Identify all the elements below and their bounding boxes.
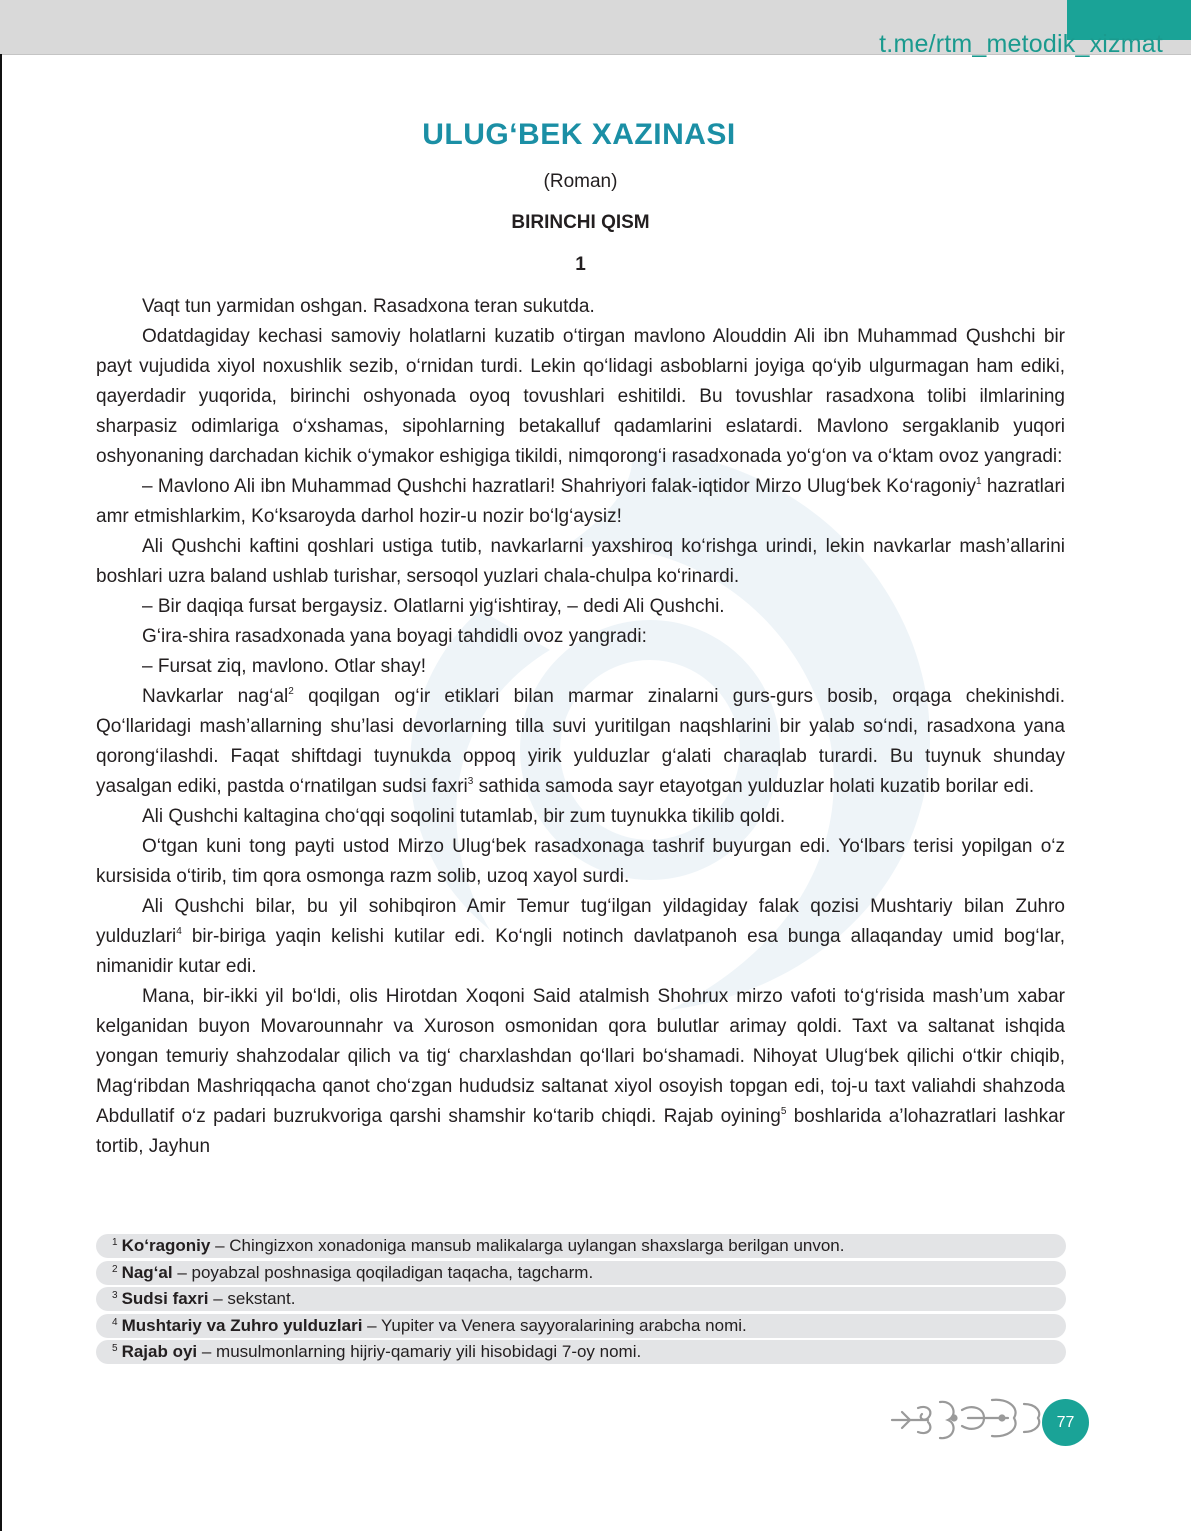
footnote-ref[interactable]: 1: [975, 476, 982, 487]
footnote-ref[interactable]: 2: [288, 686, 294, 697]
page-number: 77: [1042, 1399, 1089, 1446]
paragraph: Mana, bir-ikki yil bo‘ldi, olis Hirotdan Xoqoni Said atalmish Shohrux mirzo vafoti to‘g‘risida mash’um xabar kelganidan buyon Movarounnahr va Xuroson osmonidan qora bulutlar arimay qoldi. Taxt va saltanat ishqida yongan temuriy shahzodalar qilich va tig‘ charxlashdan qo‘llari bo‘shamadi. Nihoyat Ulug‘bek qilichi o‘tkir chiqib, Mag‘ribdan Mashriqqacha qanot cho‘zgan hududsiz saltanat xiyol osoyish topgan edi, toj-u taxt valiahdi shahzoda Abdullatif o‘z padari buzrukvoriga qarshi shamshir ko‘tarib chiqdi. Rajab oyining$^5$ boshlarida a’lohazratlari lashkar tortib, Jayhun: [96, 986, 1065, 1157]
footnotes: [96, 1234, 1066, 1367]
paragraph: – Mavlono Ali ibn Muhammad Qushchi hazratlari! Shahriyori falak-iqtidor Mirzo Ulug‘bek Ko‘ragoniy$^1$ hazratlari amr etmishlarkim, Ko‘ksaroyda darhol hozir-u nozir bo‘lg‘aysiz!: [96, 476, 1066, 527]
subtitle: (Roman): [543, 171, 618, 192]
footnote-ref[interactable]: 4: [176, 926, 182, 937]
paragraph: Ali Qushchi kaltagina cho‘qqi soqolini tutamlab, bir zum tuynukka tikilib qoldi.: [142, 806, 786, 827]
paragraph: G‘ira-shira rasadxonada yana boyagi tahdidli ovoz yangradi:: [142, 626, 647, 647]
footnote-item: $^4$ Mushtariy va Zuhro yulduzlari – Yupiter va Venera sayyoralarining arabcha nomi.: [96, 1314, 1066, 1338]
chapter-number: 1: [575, 254, 586, 275]
paragraph: Ali Qushchi bilar, bu yil sohibqiron Amir Temur tug‘ilgan yildagiday falak qozisi Mushtariy bilan Zuhro yulduzlari$^4$ bir-biriga yaqin kelishi kutilar edi. Ko‘ngli notinch davlatpanoh esa bunga allaqanday umid bog‘lar, nimanidir kutar edi.: [96, 896, 1065, 977]
part-heading: BIRINCHI QISM: [511, 212, 650, 233]
paragraph: Navkarlar $nag‘al^2$ qoqilgan og‘ir etiklari bilan marmar zinalarni gurs-gurs bosib, orqaga chekinishdi. Qo‘llaridagi mash’allarning shu’lasi devorlarning tilla suvi yuritilgan naqshlarini bir yalab so‘ndi, rasadxona yana qorong‘ilashdi. Faqat shiftdagi tuynukda oppoq yirik yulduzlar g‘alati charaqlab turardi. Bu tuynuk shunday yasalgan ediki, pastda o‘rnatilgan sudsi faxri$^3$ sathida samoda sayr etayotgan yulduzlar holati kuzatib borilar edi.: [96, 686, 1066, 797]
paragraph: Odatdagiday kechasi samoviy holatlarni kuzatib o‘tirgan mavlono Alouddin Ali ibn Muhammad Qushchi bir payt vujudida xiyol noxushlik sezib, o‘rnidan turdi. Lekin qo‘lidagi asboblarni joyiga qo‘yib ulgurmagan ham ediki, qayerdadir yuqorida, birinchi oshyonada oyoq tovushlari eshitildi. Bu tovushlar rasadxona tolibi ilmlarining sharpasiz odimlariga o‘xshamas, sipohlarning betakalluf qadamlarini eslatardi. Mavlono sergaklanib yuqori oshyonaning darchadan kichik o‘ymakor eshigiga tikildi, nimqorong‘i rasadxonada yo‘g‘on va o‘ktam ovoz yangradi:: [96, 326, 1065, 467]
page-title: ULUG‘BEK XAZINASI: [422, 118, 736, 151]
footnote-ref[interactable]: 3: [467, 776, 474, 787]
footnote-item: $^3$ Sudsi faxri – sekstant.: [96, 1287, 1066, 1311]
footnote-item: $^2$ Nag‘al – poyabzal poshnasiga qoqiladigan taqacha, tagcharm.: [96, 1261, 1066, 1285]
paragraph: Vaqt tun yarmidan oshgan. Rasadxona teran sukutda.: [142, 296, 595, 317]
paragraph: Ali Qushchi kaftini qoshlari ustiga tutib, navkarlarni yaxshiroq ko‘rishga urindi, lekin navkarlar mash’allarini boshlari uzra baland ushlab turishar, sersoqol yuzlari chala-chulpa ko‘rinardi.: [96, 536, 1065, 587]
paragraph: – Bir daqiqa fursat bergaysiz. Olatlarni yig‘ishtiray, – dedi Ali Qushchi.: [142, 596, 725, 617]
ornament-icon: [888, 1390, 1048, 1446]
footnote-item: $^1$ Ko‘ragoniy – Chingizxon xonadoniga mansub malikalarga uylangan shaxslarga berilgan unvon.: [96, 1234, 1066, 1258]
footnote-item: $^5$ Rajab oyi – musulmonlarning hijriy-qamariy yili hisobidagi 7-oy nomi.: [96, 1340, 1066, 1364]
paragraph: – Fursat ziq, mavlono. Otlar shay!: [142, 656, 427, 677]
footnote-ref[interactable]: 5: [780, 1106, 787, 1117]
body-text: [96, 292, 1065, 1162]
channel-link[interactable]: t.me/rtm_metodik_xizmat: [879, 30, 1163, 58]
paragraph: O‘tgan kuni tong payti ustod Mirzo Ulug‘bek rasadxonaga tashrif buyurgan edi. Yo‘lbars terisi yopilgan o‘z kursisida o‘tirib, tim qora osmonga razm solib, uzoq xayol surdi.: [96, 836, 1065, 887]
